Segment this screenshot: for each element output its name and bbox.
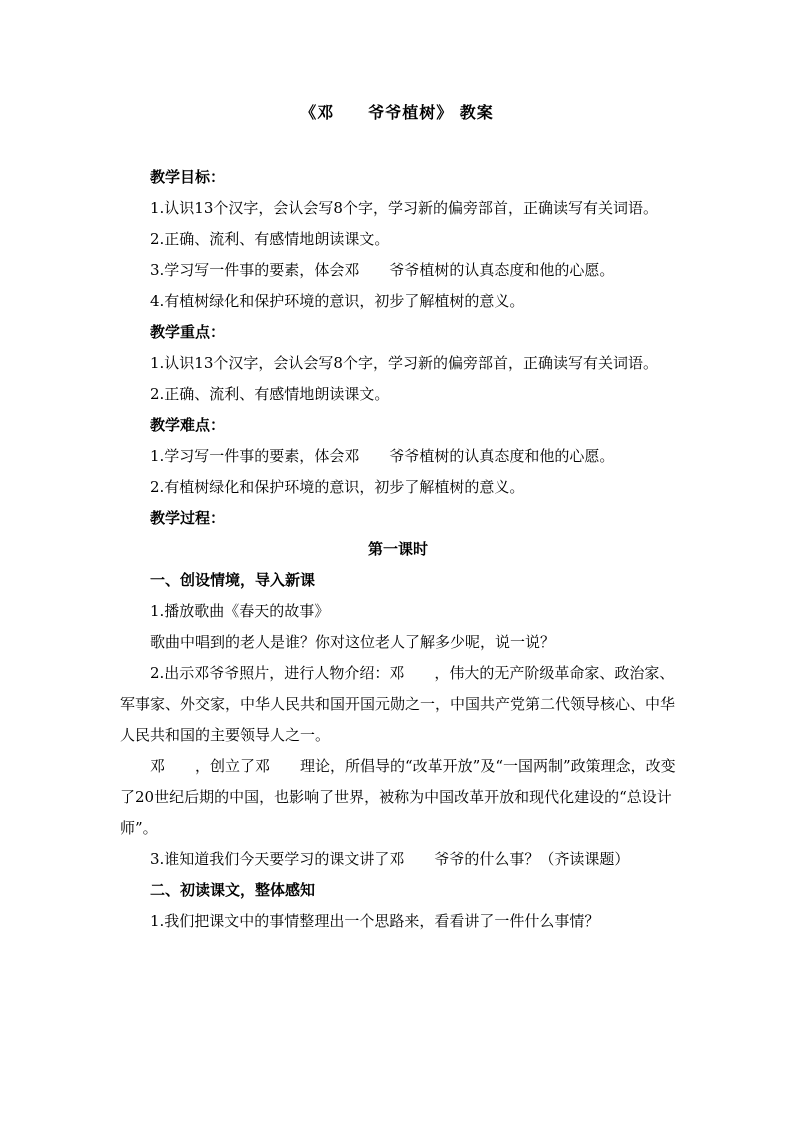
paragraph: 3.谁知道我们今天要学习的课文讲了邓 爷爷的什么事？（齐读课题）: [150, 850, 630, 868]
paragraph: 2.正确、流利、有感情地朗读课文。: [150, 230, 390, 248]
section-heading-difficulties: 教学难点：: [150, 416, 226, 434]
section-heading-key-points: 教学重点：: [150, 323, 226, 341]
paragraph: 1.认识13个汉字，会认会写8个字，学习新的偏旁部首，正确读写有关词语。: [150, 199, 658, 217]
paragraph: 邓 ，创立了邓 理论，所倡导的“改革开放”及“一国两制”政策理念，改变了20世纪后期的中国，也影响了世界，被称为中国改革开放和现代化建设的“总设计师”。: [120, 757, 676, 837]
section-heading-objectives: 教学目标：: [150, 168, 226, 186]
paragraph: 2.出示邓爷爷照片，进行人物介绍：邓 ，伟大的无产阶级革命家、政治家、军事家、外交家，中华人民共和国开国元勋之一，中国共产党第二代领导核心、中华人民共和国的主要领导人之一。: [120, 664, 676, 744]
document-title: 《邓 爷爷植树》 教案: [300, 103, 494, 122]
paragraph: 2.正确、流利、有感情地朗读课文。: [150, 385, 390, 403]
paragraph: 2.有植树绿化和保护环境的意识，初步了解植树的意义。: [150, 478, 525, 496]
paragraph: 4.有植树绿化和保护环境的意识，初步了解植树的意义。: [150, 292, 525, 310]
paragraph: 1.播放歌曲《春天的故事》: [150, 602, 330, 620]
paragraph: 1.我们把课文中的事情整理出一个思路来，看看讲了一件什么事情？: [150, 912, 600, 930]
lesson-period-title: 第一课时: [367, 540, 428, 558]
paragraph: 3.学习写一件事的要素，体会邓 爷爷植树的认真态度和他的心愿。: [150, 261, 615, 279]
paragraph: 1.认识13个汉字，会认会写8个字，学习新的偏旁部首，正确读写有关词语。: [150, 354, 658, 372]
paragraph: 歌曲中唱到的老人是谁？你对这位老人了解多少呢，说一说？: [150, 633, 556, 651]
paragraph: 1.学习写一件事的要素，体会邓 爷爷植树的认真态度和他的心愿。: [150, 447, 615, 465]
section-heading-process: 教学过程：: [150, 509, 226, 527]
subsection-heading: 二、初读课文，整体感知: [150, 881, 316, 899]
document-body: [120, 162, 676, 937]
subsection-heading: 一、创设情境，导入新课: [150, 571, 316, 589]
